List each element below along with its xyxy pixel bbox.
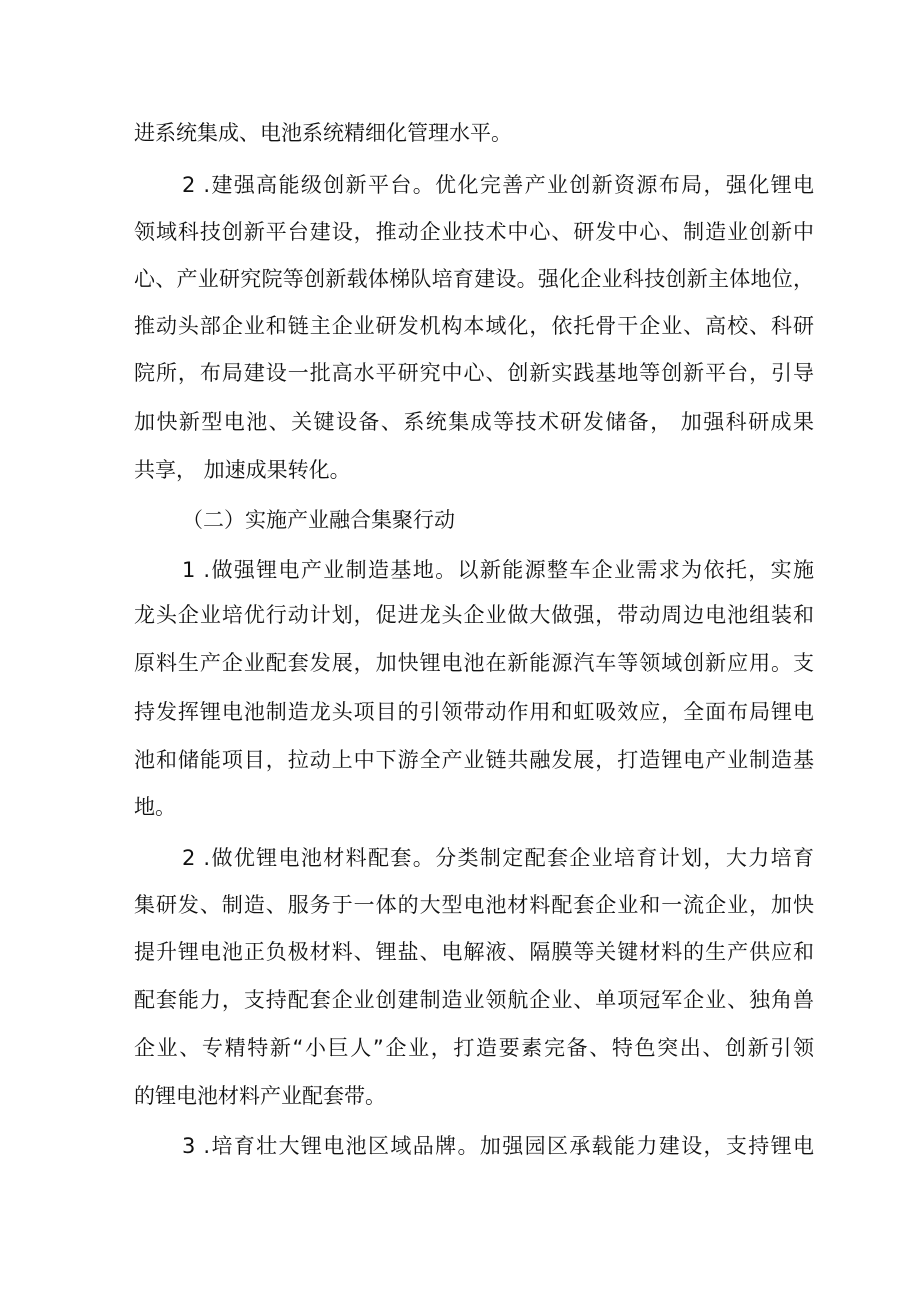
paragraph-line: 配套能力，支持配套企业创建制造业领航企业、单项冠军企业、独角兽: [134, 988, 814, 1012]
paragraph-line: 进系统集成、电池系统精细化管理水平。: [134, 121, 512, 145]
paragraph-line: 池和储能项目，拉动上中下游全产业链共融发展，打造锂电产业制造基: [134, 748, 814, 772]
paragraph-line: 地。: [134, 795, 176, 819]
paragraph-line: 2 .建强高能级创新平台。优化完善产业创新资源布局，强化锂电: [182, 173, 814, 197]
paragraph-line: 院所，布局建设一批高水平研究中心、创新实践基地等创新平台，引导: [134, 361, 814, 385]
section-heading: （二）实施产业融合集聚行动: [182, 508, 455, 532]
paragraph-line: 的锂电池材料产业配套带。: [134, 1084, 386, 1108]
paragraph-line: 龙头企业培优行动计划，促进龙头企业做大做强，带动周边电池组装和: [134, 603, 814, 627]
paragraph-line: 共享， 加速成果转化。: [134, 458, 351, 482]
paragraph-line: 持发挥锂电池制造龙头项目的引领带动作用和虹吸效应，全面布局锂电: [134, 700, 814, 724]
paragraph-line: 心、产业研究院等创新载体梯队培育建设。强化企业科技创新主体地位，: [134, 267, 814, 291]
paragraph-line: 提升锂电池正负极材料、锂盐、电解液、隔膜等关键材料的生产供应和: [134, 940, 814, 964]
paragraph-line: 1 .做强锂电产业制造基地。以新能源整车企业需求为依托，实施: [182, 558, 814, 582]
paragraph-line: 加快新型电池、关键设备、系统集成等技术研发储备， 加强科研成果: [134, 410, 814, 434]
paragraph-line: 2 .做优锂电池材料配套。分类制定配套企业培育计划，大力培育: [182, 846, 814, 870]
paragraph-line: 原料生产企业配套发展，加快锂电池在新能源汽车等领域创新应用。支: [134, 651, 814, 675]
paragraph-line: 企业、专精特新“小巨人”企业，打造要素完备、特色突出、创新引领: [134, 1036, 814, 1060]
paragraph-line: 推动头部企业和链主企业研发机构本域化，依托骨干企业、高校、科研: [134, 314, 814, 338]
paragraph-line: 集研发、制造、服务于一体的大型电池材料配套企业和一流企业，加快: [134, 893, 814, 917]
paragraph-line: 3 .培育壮大锂电池区域品牌。加强园区承载能力建设，支持锂电: [182, 1134, 814, 1158]
paragraph-line: 领域科技创新平台建设，推动企业技术中心、研发中心、制造业创新中: [134, 220, 814, 244]
